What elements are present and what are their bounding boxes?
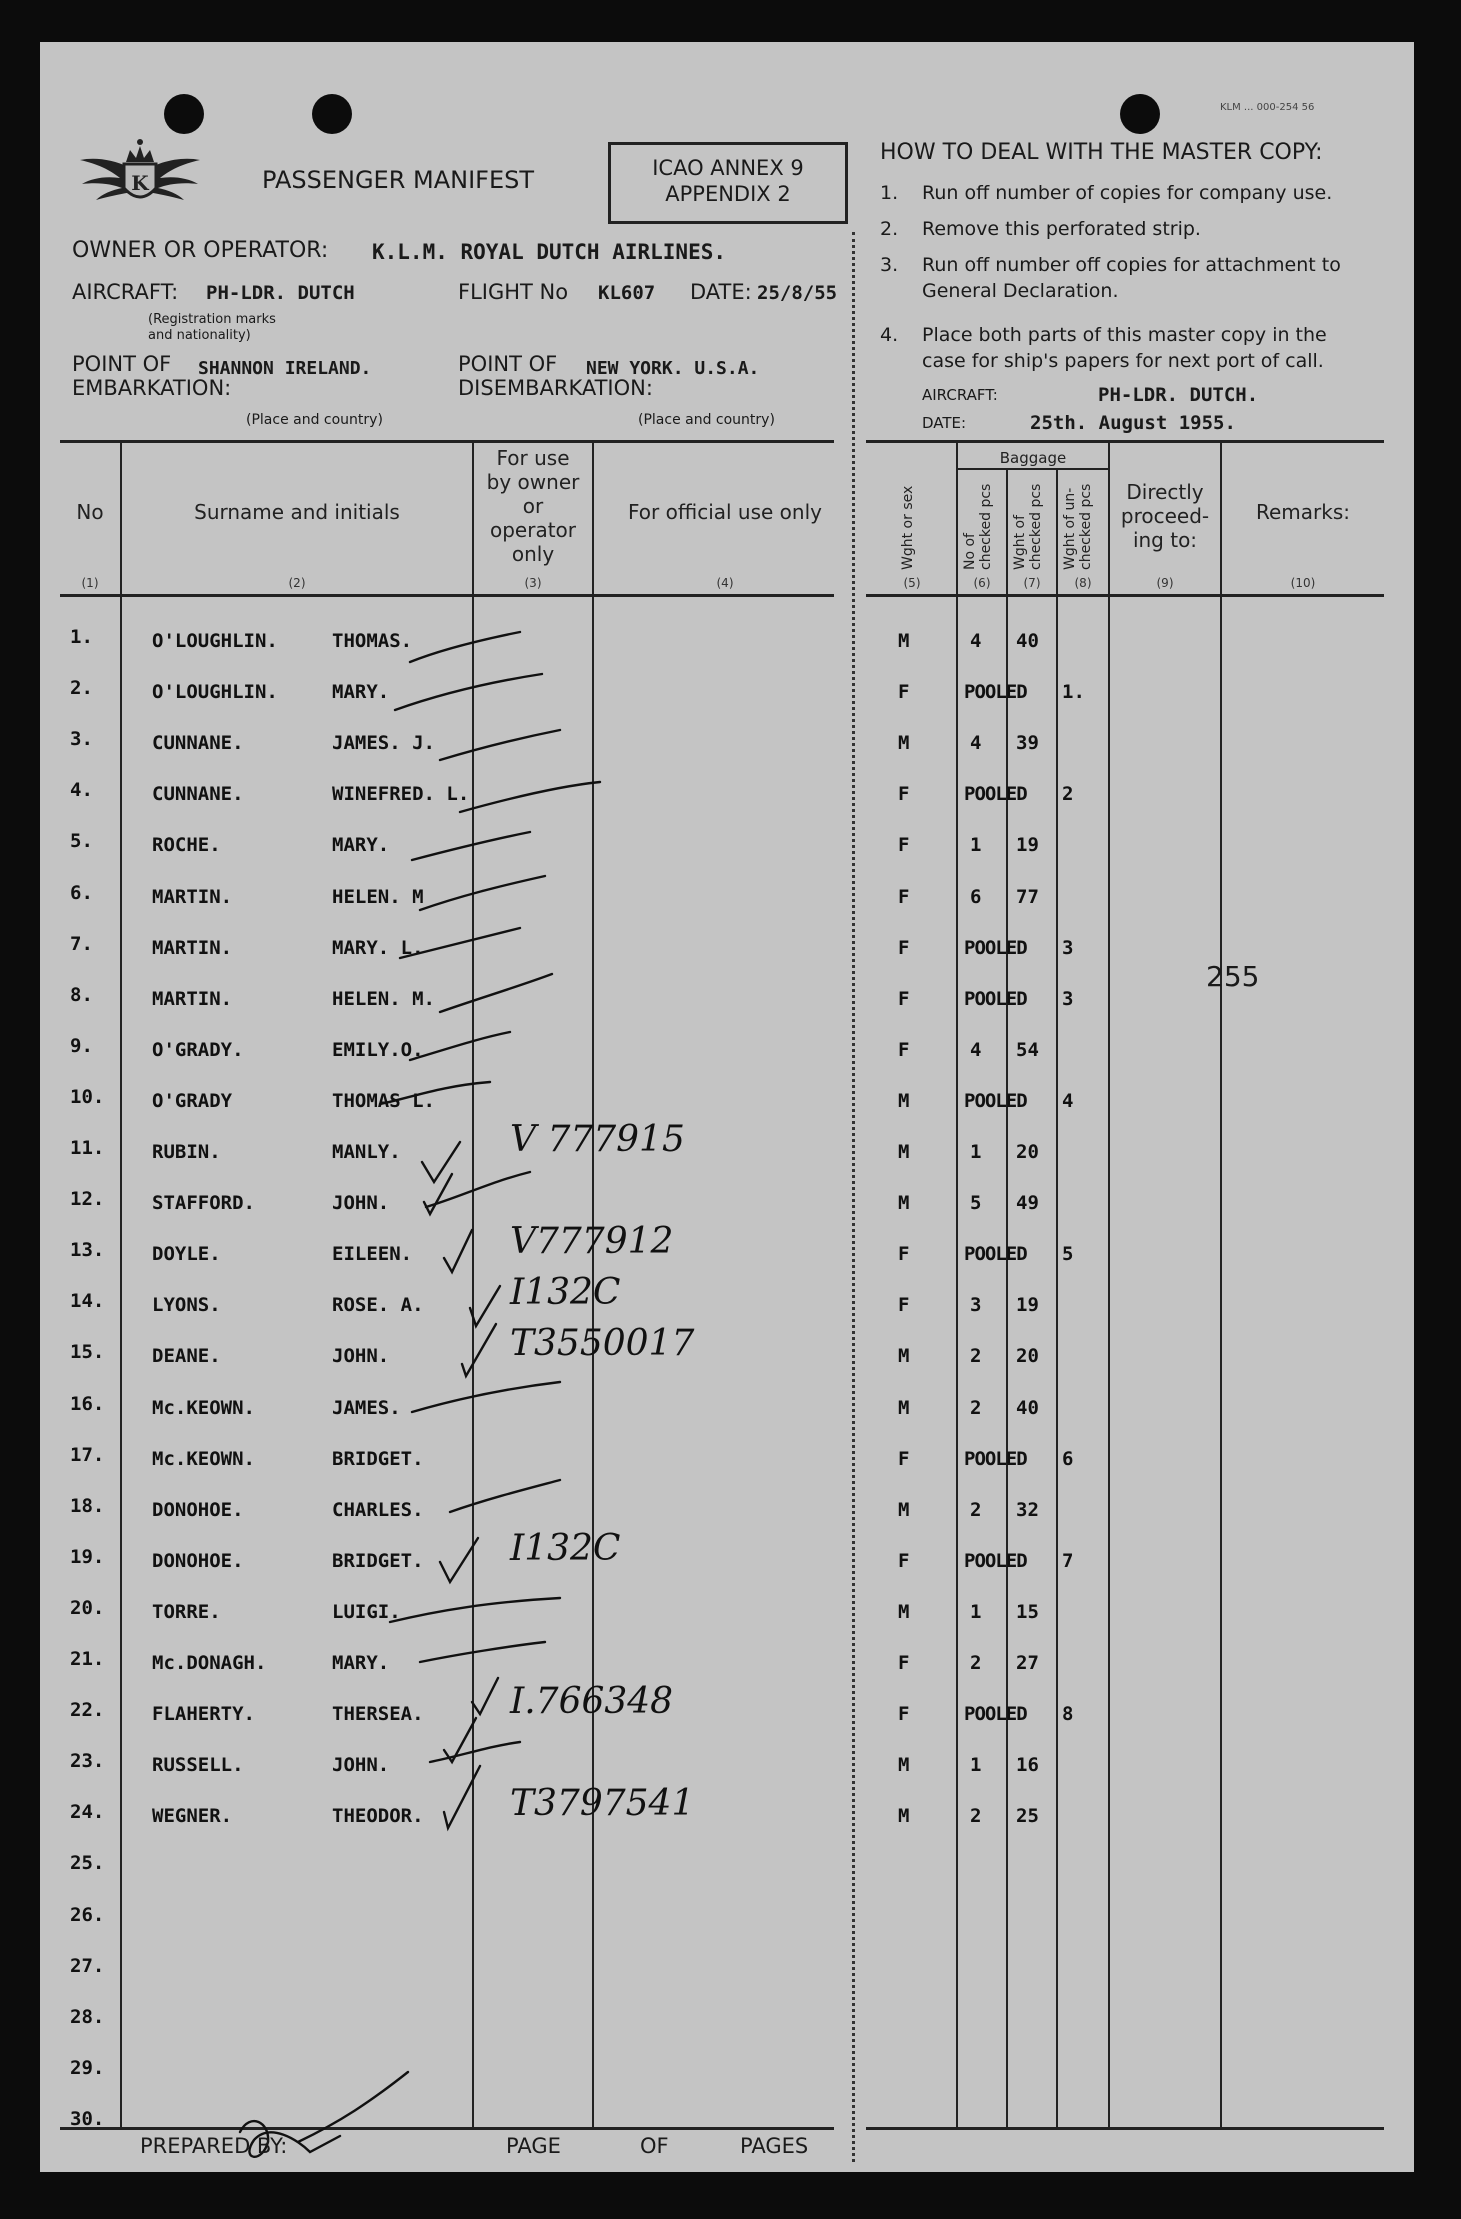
row-number: 30. [70, 2108, 105, 2130]
header-owner-use-line: by owner [486, 470, 580, 494]
passenger-sex: M [898, 1754, 910, 1776]
passenger-given-name: MARY. [332, 681, 390, 703]
passenger-given-name: JAMES. J. [332, 732, 435, 754]
header-baggage: Baggage [999, 449, 1067, 467]
baggage-weight: 20 [1016, 1345, 1039, 1367]
passenger-sex: M [898, 1090, 910, 1112]
passenger-sex: F [898, 1294, 910, 1316]
passenger-given-name: MANLY. [332, 1141, 401, 1163]
passenger-sex: F [898, 1448, 910, 1470]
header-official: For official use only [628, 500, 822, 524]
instruction-number: 1. [880, 182, 899, 204]
row-number: 2. [70, 677, 93, 699]
passenger-sex: F [898, 1703, 910, 1725]
strike-mark [410, 632, 520, 662]
row-number: 16. [70, 1393, 105, 1415]
passenger-sex: F [898, 1652, 910, 1674]
disembarkation-note: (Place and country) [638, 412, 775, 428]
passenger-surname: TORRE. [152, 1601, 221, 1623]
passenger-given-name: HELEN. M [332, 886, 424, 908]
baggage-pooled: POOLED [964, 1550, 1027, 1572]
baggage-weight: 54 [1016, 1039, 1039, 1061]
header-owner-use-line: only [511, 542, 555, 566]
row-number: 14. [70, 1290, 105, 1312]
passenger-sex: M [898, 1805, 910, 1827]
passenger-surname: ROCHE. [152, 834, 221, 856]
row-number: 24. [70, 1801, 105, 1823]
row-number: 21. [70, 1648, 105, 1670]
header-directly-line: ing to: [1132, 528, 1198, 552]
handwritten-note: V777912 [510, 1221, 674, 1262]
baggage-unchecked: 8 [1062, 1703, 1074, 1725]
passenger-sex: M [898, 1192, 910, 1214]
baggage-pooled: POOLED [964, 937, 1027, 959]
instr-aircraft-label: AIRCRAFT: [922, 386, 998, 404]
instr-aircraft-value: PH-LDR. DUTCH. [1098, 384, 1259, 406]
header-bag-line: No of [962, 533, 978, 570]
instr-date-label: DATE: [922, 414, 967, 432]
baggage-weight: 25 [1016, 1805, 1039, 1827]
baggage-unchecked: 2 [1062, 783, 1074, 805]
handwritten-note: I132C [510, 1272, 621, 1313]
handwritten-note: T3797541 [510, 1783, 695, 1824]
row-number: 18. [70, 1495, 105, 1517]
passenger-given-name: MARY. [332, 834, 390, 856]
passenger-sex: M [898, 630, 910, 652]
passenger-given-name: WINEFRED. L. [332, 783, 470, 805]
baggage-weight: 16 [1016, 1754, 1039, 1776]
header-remarks: Remarks: [1255, 500, 1350, 524]
passenger-surname: O'LOUGHLIN. [152, 630, 278, 652]
svg-text:K: K [131, 171, 149, 195]
row-number: 13. [70, 1239, 105, 1261]
header-bag-line: Wght of un- [1062, 487, 1078, 570]
header-owner-use-line: operator [489, 518, 576, 542]
passenger-given-name: BRIDGET. [332, 1550, 424, 1572]
aircraft-label: AIRCRAFT: [72, 280, 179, 304]
aircraft-note-2: and nationality) [148, 328, 251, 343]
header-owner-use-line: For use [496, 446, 570, 470]
passenger-surname: MARTIN. [152, 988, 233, 1010]
header-bag-line: checked pcs [1078, 483, 1094, 570]
instruction-number: 2. [880, 218, 899, 240]
baggage-pooled: POOLED [964, 783, 1027, 805]
baggage-pieces: 2 [970, 1499, 982, 1521]
header-directly-line: Directly [1126, 480, 1204, 504]
passenger-given-name: HELEN. M. [332, 988, 435, 1010]
passenger-given-name: MARY. L. [332, 937, 424, 959]
row-number: 26. [70, 1904, 105, 1926]
passenger-surname: O'GRADY. [152, 1039, 244, 1061]
flight-date-value: 25/8/55 [757, 282, 838, 304]
passenger-sex: M [898, 1499, 910, 1521]
passenger-given-name: JOHN. [332, 1754, 390, 1776]
row-number: 7. [70, 933, 93, 955]
passenger-surname: CUNNANE. [152, 732, 244, 754]
passenger-given-name: JAMES. [332, 1397, 401, 1419]
passenger-sex: M [898, 1601, 910, 1623]
disembarkation-label-2: DISEMBARKATION: [458, 376, 653, 400]
handwritten-note: I.766348 [510, 1681, 674, 1722]
row-number: 1. [70, 626, 93, 648]
passenger-sex: F [898, 1243, 910, 1265]
passenger-given-name: CHARLES. [332, 1499, 424, 1521]
passenger-surname: CUNNANE. [152, 783, 244, 805]
handwritten-note: I132C [510, 1528, 621, 1569]
aircraft-value: PH-LDR. DUTCH [206, 282, 355, 304]
baggage-pooled: POOLED [964, 1703, 1027, 1725]
passenger-sex: F [898, 886, 910, 908]
passenger-surname: RUBIN. [152, 1141, 221, 1163]
baggage-pieces: 1 [970, 1601, 982, 1623]
footer-page: PAGE [506, 2134, 561, 2158]
passenger-surname: DONOHOE. [152, 1499, 244, 1521]
instruction-text: case for ship's papers for next port of call. [922, 350, 1324, 372]
annex-line-2: APPENDIX 2 [665, 182, 791, 206]
instruction-text: General Declaration. [922, 280, 1119, 302]
baggage-pieces: 5 [970, 1192, 982, 1214]
owner-label: OWNER OR OPERATOR: [72, 238, 329, 263]
row-number: 3. [70, 728, 93, 750]
baggage-pooled: POOLED [964, 1448, 1027, 1470]
baggage-pooled: POOLED [964, 1243, 1027, 1265]
baggage-weight: 40 [1016, 1397, 1039, 1419]
disembarkation-value: NEW YORK. U.S.A. [586, 358, 760, 379]
embarkation-note: (Place and country) [246, 412, 383, 428]
passenger-surname: FLAHERTY. [152, 1703, 255, 1725]
row-number: 28. [70, 2006, 105, 2028]
baggage-unchecked: 3 [1062, 988, 1074, 1010]
passenger-sex: F [898, 834, 910, 856]
passenger-surname: Mc.KEOWN. [152, 1397, 255, 1419]
baggage-pieces: 1 [970, 1141, 982, 1163]
header-sex: Wght or sex [900, 485, 916, 570]
manifest-sheet [40, 42, 1414, 2172]
passenger-given-name: EMILY.O. [332, 1039, 424, 1061]
passenger-sex: F [898, 937, 910, 959]
passenger-given-name: THEODOR. [332, 1805, 424, 1827]
row-number: 6. [70, 882, 93, 904]
header-no: No [76, 500, 104, 524]
annex-line-1: ICAO ANNEX 9 [652, 156, 804, 180]
baggage-weight: 49 [1016, 1192, 1039, 1214]
row-number: 27. [70, 1955, 105, 1977]
baggage-pieces: 4 [970, 732, 982, 754]
passenger-given-name: ROSE. A. [332, 1294, 424, 1316]
baggage-pooled: POOLED [964, 988, 1027, 1010]
passenger-surname: O'GRADY [152, 1090, 233, 1112]
instruction-number: 4. [880, 324, 899, 346]
row-number: 29. [70, 2057, 105, 2079]
baggage-unchecked: 1. [1062, 681, 1085, 703]
instruction-text: Run off number off copies for attachment to [922, 254, 1341, 276]
passenger-given-name: JOHN. [332, 1345, 390, 1367]
passenger-surname: DEANE. [152, 1345, 221, 1367]
baggage-weight: 20 [1016, 1141, 1039, 1163]
row-number: 22. [70, 1699, 105, 1721]
baggage-pieces: 3 [970, 1294, 982, 1316]
row-number: 8. [70, 984, 93, 1006]
baggage-unchecked: 3 [1062, 937, 1074, 959]
passenger-given-name: THERSEA. [332, 1703, 424, 1725]
column-number: (2) [288, 576, 306, 590]
baggage-pieces: 4 [970, 630, 982, 652]
column-number: (3) [524, 576, 542, 590]
baggage-pieces: 1 [970, 1754, 982, 1776]
baggage-pieces: 2 [970, 1345, 982, 1367]
passenger-surname: Mc.KEOWN. [152, 1448, 255, 1470]
passenger-given-name: BRIDGET. [332, 1448, 424, 1470]
passenger-surname: MARTIN. [152, 886, 233, 908]
passenger-surname: MARTIN. [152, 937, 233, 959]
baggage-weight: 19 [1016, 1294, 1039, 1316]
row-number: 25. [70, 1852, 105, 1874]
disembarkation-label-1: POINT OF [458, 352, 558, 376]
baggage-weight: 40 [1016, 630, 1039, 652]
embarkation-label-2: EMBARKATION: [72, 376, 232, 400]
flight-date-label: DATE: [690, 280, 752, 304]
passenger-sex: F [898, 1550, 910, 1572]
passenger-surname: LYONS. [152, 1294, 221, 1316]
baggage-pooled: POOLED [964, 1090, 1027, 1112]
column-number: (4) [716, 576, 734, 590]
handwritten-note: T3550017 [510, 1323, 695, 1364]
instruction-text: Place both parts of this master copy in the [922, 324, 1327, 346]
baggage-unchecked: 5 [1062, 1243, 1074, 1265]
header-bag-line: checked pcs [1028, 483, 1044, 570]
form-title: PASSENGER MANIFEST [262, 166, 535, 194]
baggage-pieces: 1 [970, 834, 982, 856]
handwritten-note: V 777915 [510, 1119, 685, 1160]
baggage-pieces: 4 [970, 1039, 982, 1061]
footer-prepared-by: PREPARED BY: [140, 2134, 288, 2158]
passenger-sex: F [898, 783, 910, 805]
passenger-surname: RUSSELL. [152, 1754, 244, 1776]
row-number: 10. [70, 1086, 105, 1108]
passenger-given-name: JOHN. [332, 1192, 390, 1214]
baggage-weight: 27 [1016, 1652, 1039, 1674]
aircraft-note-1: (Registration marks [148, 312, 276, 327]
passenger-surname: Mc.DONAGH. [152, 1652, 267, 1674]
baggage-weight: 19 [1016, 834, 1039, 856]
header-name: Surname and initials [194, 500, 400, 524]
embarkation-label-1: POINT OF [72, 352, 172, 376]
header-owner-use-line: or [522, 494, 544, 518]
column-number: (10) [1290, 576, 1316, 590]
baggage-unchecked: 6 [1062, 1448, 1074, 1470]
passenger-sex: F [898, 1039, 910, 1061]
row-number: 17. [70, 1444, 105, 1466]
baggage-pieces: 2 [970, 1397, 982, 1419]
row-number: 4. [70, 779, 93, 801]
baggage-unchecked: 4 [1062, 1090, 1074, 1112]
owner-value: K.L.M. ROYAL DUTCH AIRLINES. [372, 240, 727, 264]
row-number: 5. [70, 830, 93, 852]
passenger-given-name: THOMAS. [332, 630, 413, 652]
row-number: 9. [70, 1035, 93, 1057]
passenger-surname: O'LOUGHLIN. [152, 681, 278, 703]
column-number: (8) [1074, 576, 1092, 590]
form-code: KLM ... 000-254 56 [1220, 102, 1315, 113]
passenger-sex: M [898, 732, 910, 754]
passenger-sex: F [898, 681, 910, 703]
passenger-surname: WEGNER. [152, 1805, 233, 1827]
passenger-sex: F [898, 988, 910, 1010]
passenger-surname: DOYLE. [152, 1243, 221, 1265]
column-number: (5) [903, 576, 921, 590]
baggage-weight: 77 [1016, 886, 1039, 908]
baggage-pieces: 2 [970, 1652, 982, 1674]
embarkation-value: SHANNON IRELAND. [198, 358, 372, 379]
baggage-weight: 39 [1016, 732, 1039, 754]
column-number: (7) [1023, 576, 1041, 590]
passenger-surname: STAFFORD. [152, 1192, 255, 1214]
baggage-unchecked: 7 [1062, 1550, 1074, 1572]
instruction-text: Run off number of copies for company use. [922, 182, 1333, 204]
passenger-sex: M [898, 1397, 910, 1419]
instr-date-value: 25th. August 1955. [1030, 412, 1236, 434]
row-number: 12. [70, 1188, 105, 1210]
instruction-number: 3. [880, 254, 899, 276]
row-number: 15. [70, 1341, 105, 1363]
header-bag-line: checked pcs [978, 483, 994, 570]
header-bag-line: Wght of [1012, 514, 1028, 570]
instruction-text: Remove this perforated strip. [922, 218, 1201, 240]
passenger-given-name: LUIGI. [332, 1601, 401, 1623]
row-number: 23. [70, 1750, 105, 1772]
passenger-given-name: MARY. [332, 1652, 390, 1674]
passenger-sex: M [898, 1141, 910, 1163]
remark-number: 255 [1206, 960, 1260, 993]
baggage-pieces: 2 [970, 1805, 982, 1827]
column-number: (6) [973, 576, 991, 590]
baggage-pooled: POOLED [964, 681, 1027, 703]
passenger-sex: M [898, 1345, 910, 1367]
row-number: 19. [70, 1546, 105, 1568]
row-number: 11. [70, 1137, 105, 1159]
passenger-surname: DONOHOE. [152, 1550, 244, 1572]
row-number: 20. [70, 1597, 105, 1619]
footer-pages: PAGES [740, 2134, 809, 2158]
header-directly-line: proceed- [1120, 504, 1210, 528]
column-number: (1) [81, 576, 99, 590]
footer-of: OF [640, 2134, 669, 2158]
baggage-pieces: 6 [970, 886, 982, 908]
instructions-title: HOW TO DEAL WITH THE MASTER COPY: [880, 140, 1323, 165]
flight-label: FLIGHT No [458, 280, 569, 304]
column-number: (9) [1156, 576, 1174, 590]
passenger-given-name: EILEEN. [332, 1243, 413, 1265]
baggage-weight: 15 [1016, 1601, 1039, 1623]
baggage-weight: 32 [1016, 1499, 1039, 1521]
flight-value: KL607 [598, 282, 656, 304]
passenger-given-name: THOMAS L. [332, 1090, 435, 1112]
